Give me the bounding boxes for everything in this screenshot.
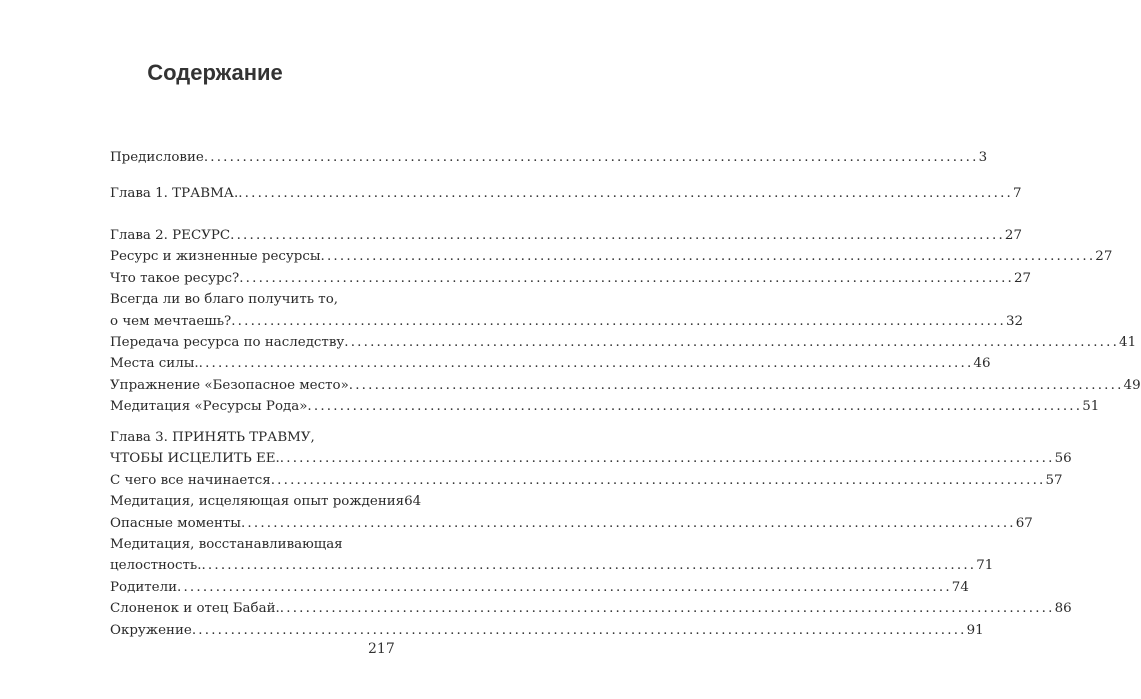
entry-title: Упражнение «Безопасное место» xyxy=(110,377,349,393)
dot-leader xyxy=(177,577,952,598)
entry-page: 86 xyxy=(1054,601,1072,617)
toc-entry[interactable] xyxy=(110,147,988,168)
entry-title: Слоненок и отец Бабай. xyxy=(110,601,280,617)
entry-title-line1[interactable]: Всегда ли во благо получить то, xyxy=(110,292,339,308)
toc-entry[interactable] xyxy=(110,246,1113,267)
toc-entry[interactable] xyxy=(110,353,991,374)
entry-page: 3 xyxy=(978,150,988,165)
entry-page: 56 xyxy=(1054,451,1072,467)
dot-leader xyxy=(280,598,1055,619)
entry-title: Передача ресурса по наследству xyxy=(110,335,345,351)
dot-leader xyxy=(199,353,974,374)
dot-leader xyxy=(271,470,1046,491)
entry-title: Предисловие xyxy=(110,150,204,165)
entry-page: 49 xyxy=(1123,377,1141,393)
entry-page: 7 xyxy=(1012,186,1022,201)
toc-entry[interactable] xyxy=(110,375,1141,396)
entry-page: 46 xyxy=(973,356,991,372)
dot-leader xyxy=(239,268,1014,289)
entry-title: Опасные моменты xyxy=(110,515,241,531)
entry-page: 27 xyxy=(1014,270,1032,286)
toc-entry[interactable] xyxy=(110,491,422,512)
entry-title: Места силы. xyxy=(110,356,199,372)
entry-page: 57 xyxy=(1045,472,1063,488)
toc-entry[interactable] xyxy=(110,311,1024,332)
page-number: 217 xyxy=(368,641,395,657)
dot-leader xyxy=(230,225,1005,246)
entry-title: ЧТОБЫ ИСЦЕЛИТЬ ЕЕ. xyxy=(110,451,280,467)
dot-leader xyxy=(349,375,1124,396)
entry-title: Медитация, исцеляющая опыт рождения xyxy=(110,494,405,510)
dot-leader xyxy=(241,513,1016,534)
toc-entry[interactable] xyxy=(110,555,994,576)
dot-leader xyxy=(238,183,1013,204)
entry-title: С чего все начинается xyxy=(110,472,271,488)
toc-group-chapter-1 xyxy=(110,183,1022,204)
entry-title: Окружение xyxy=(110,622,192,638)
entry-page: 41 xyxy=(1119,335,1137,351)
toc-entry[interactable] xyxy=(110,448,1072,469)
entry-page: 51 xyxy=(1082,399,1100,415)
entry-title-line1[interactable]: Медитация, восстанавливающая xyxy=(110,537,343,553)
entry-title: Глава 1. ТРАВМА. xyxy=(110,186,239,201)
entry-page: 67 xyxy=(1015,515,1033,531)
entry-title: Родители xyxy=(110,579,178,595)
dot-leader xyxy=(321,246,1096,267)
toc-group-preface xyxy=(110,147,988,168)
dot-leader xyxy=(204,147,979,168)
toc-entry[interactable] xyxy=(110,396,1100,417)
dot-leader xyxy=(280,448,1055,469)
entry-title-line1[interactable]: Глава 3. ПРИНЯТЬ ТРАВМУ, xyxy=(110,430,315,445)
toc-entry[interactable] xyxy=(110,620,984,641)
entry-page: 27 xyxy=(1095,249,1113,265)
entry-title: о чем мечтаешь? xyxy=(110,313,232,329)
toc-group-chapter-2 xyxy=(110,225,1141,418)
entry-title: целостность. xyxy=(110,558,202,574)
toc-entry[interactable] xyxy=(110,470,1063,491)
dot-leader xyxy=(201,555,976,576)
toc-entry[interactable] xyxy=(110,268,1032,289)
dot-leader xyxy=(344,332,1119,353)
toc-entry[interactable] xyxy=(110,577,969,598)
toc-entry[interactable] xyxy=(110,513,1033,534)
toc-entry[interactable] xyxy=(110,225,1022,246)
entry-page: 71 xyxy=(976,558,994,574)
entry-title: Ресурс и жизненные ресурсы xyxy=(110,249,321,265)
toc-group-chapter-3 xyxy=(110,427,1072,641)
toc-entry[interactable] xyxy=(110,183,1022,204)
entry-page: 74 xyxy=(951,579,969,595)
dot-leader xyxy=(307,396,1082,417)
entry-page: 91 xyxy=(966,622,984,638)
entry-page: 32 xyxy=(1005,313,1024,329)
entry-title: Медитация «Ресурсы Рода» xyxy=(110,399,308,415)
dot-leader xyxy=(192,620,967,641)
dot-leader xyxy=(231,311,1006,332)
entry-title: Глава 2. РЕСУРС xyxy=(110,228,231,243)
entry-title: Что такое ресурс? xyxy=(110,270,240,286)
page-title: Содержание xyxy=(147,60,283,85)
toc-entry[interactable] xyxy=(110,598,1072,619)
entry-page: 27 xyxy=(1004,228,1022,243)
toc-entry[interactable] xyxy=(110,332,1137,353)
entry-page: 64 xyxy=(404,494,422,510)
